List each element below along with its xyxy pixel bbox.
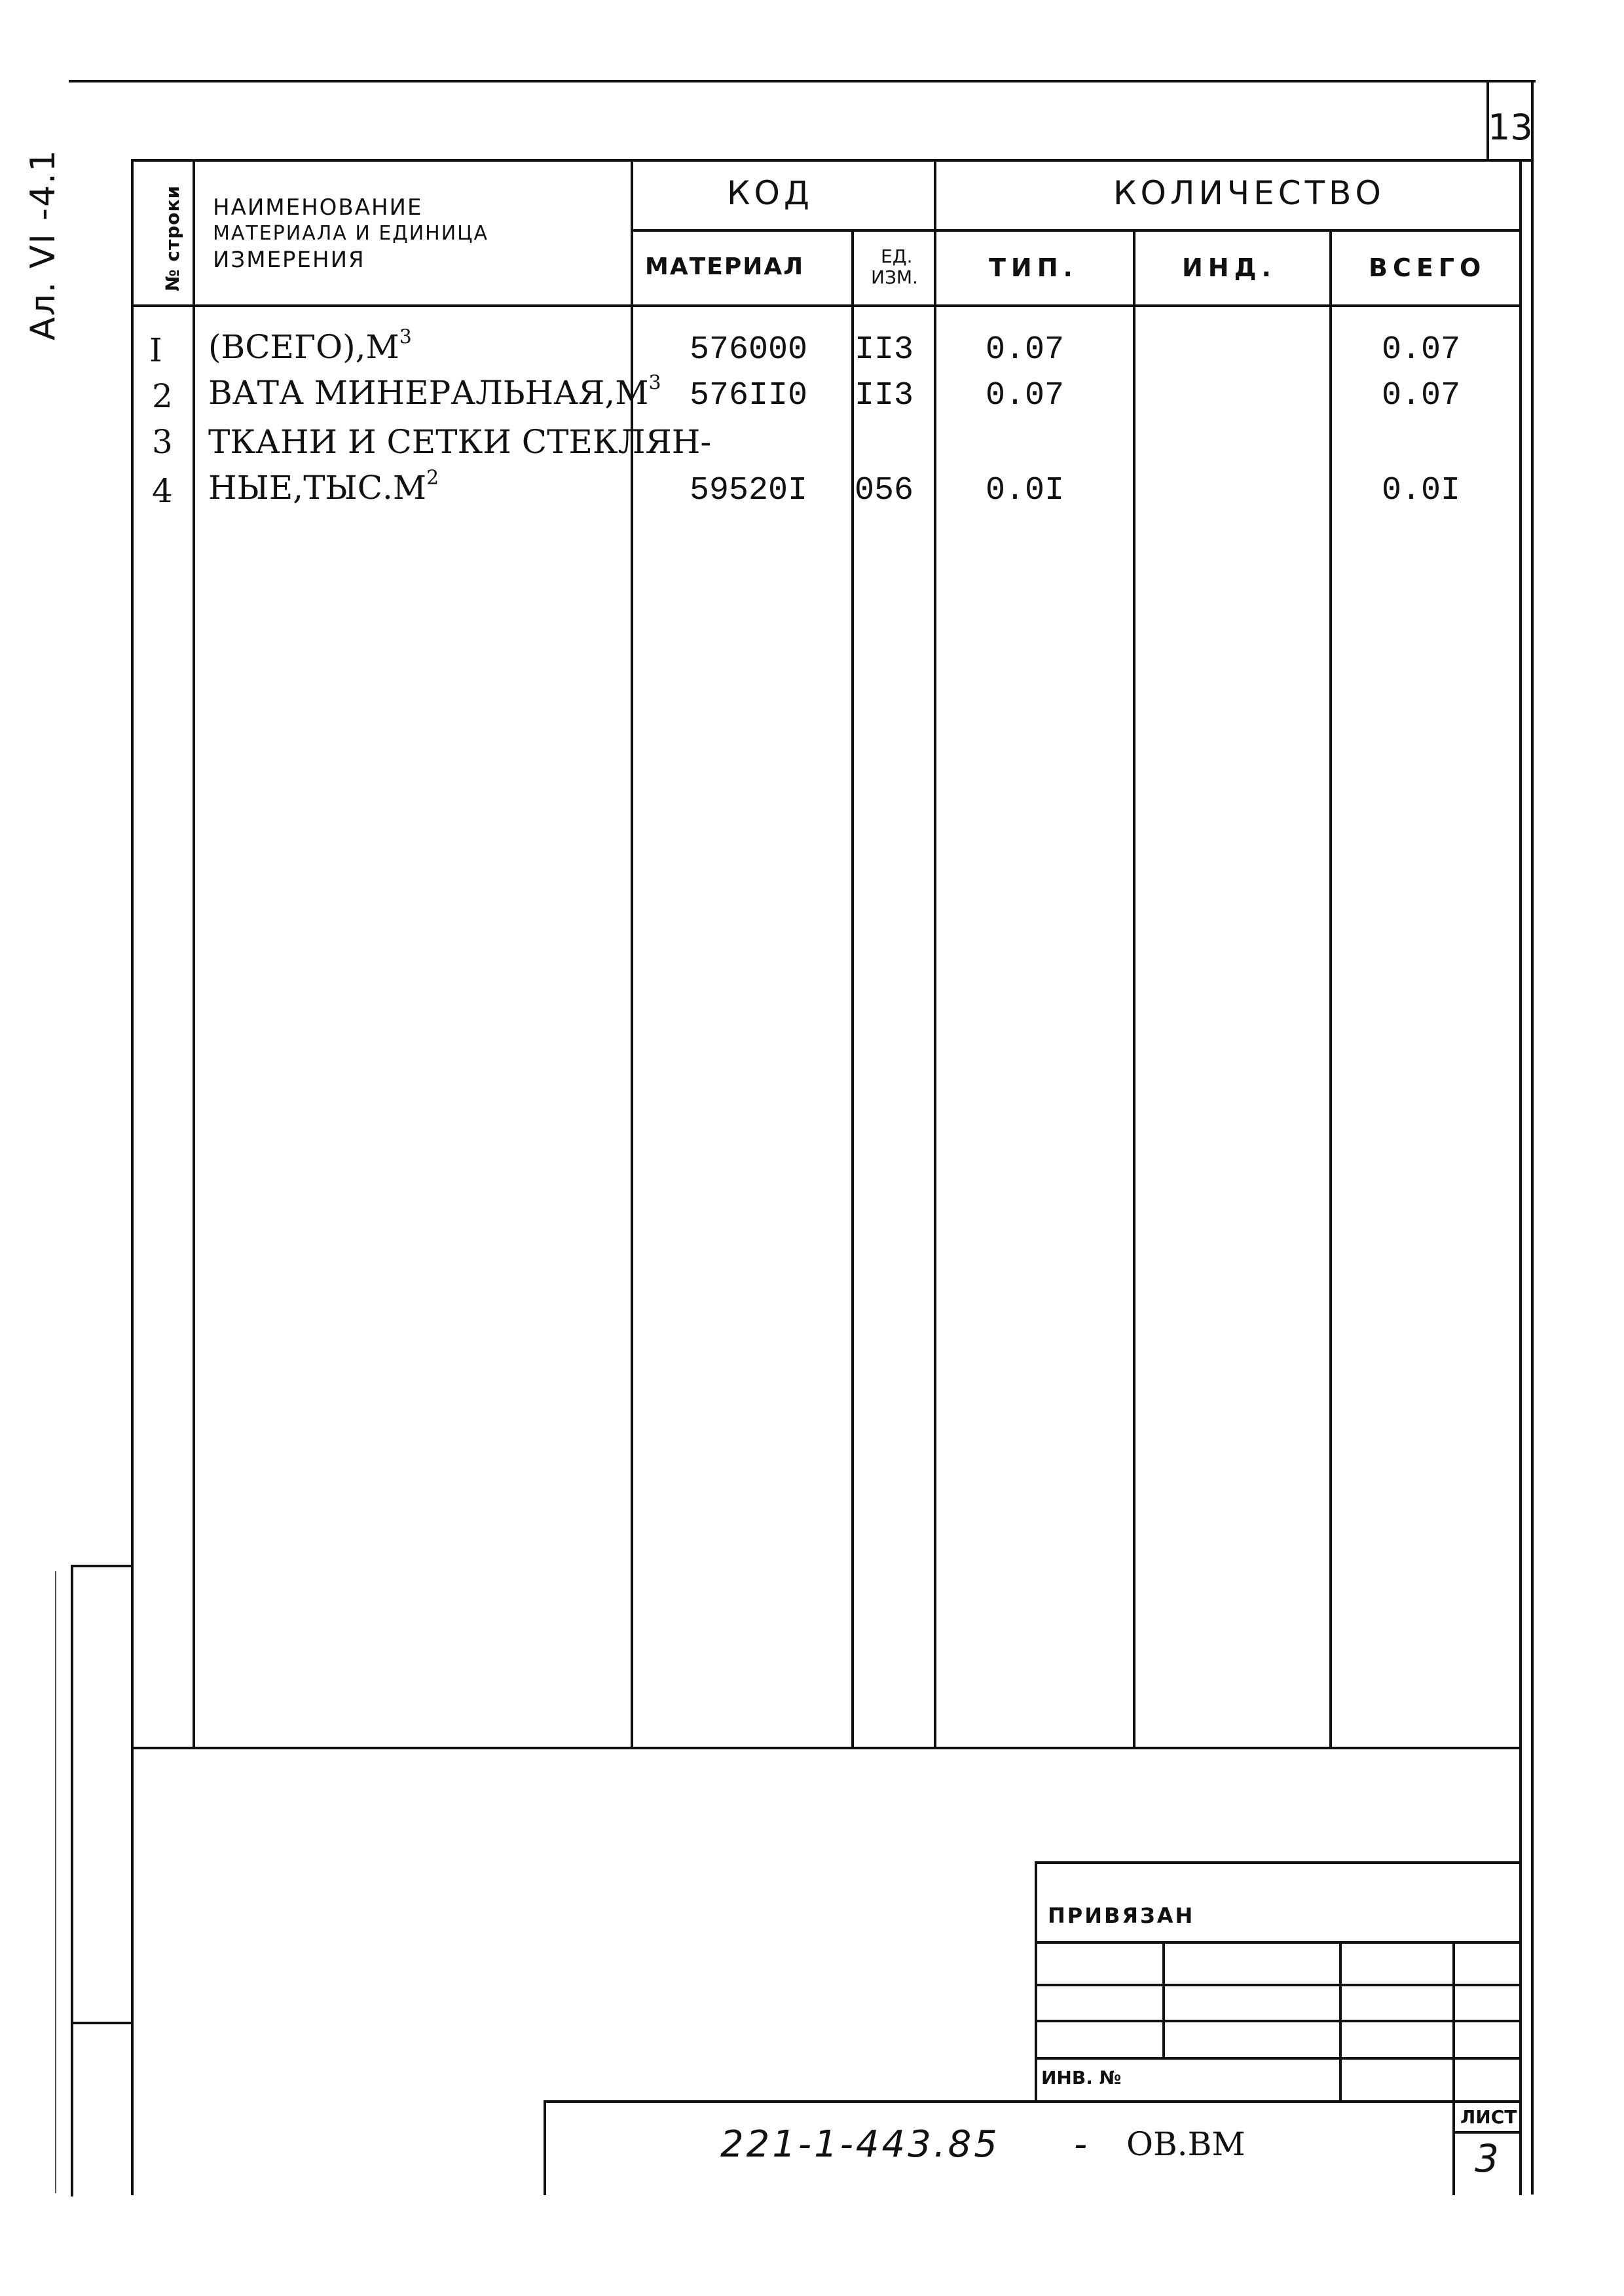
row-name-text: (ВСЕГО),М (208, 328, 399, 366)
side-label: Ал. VI -4.1 (24, 149, 63, 340)
bound-col-1 (1162, 1941, 1165, 2057)
sheet-box-mid (1452, 2131, 1522, 2134)
col-sep-typ (1133, 229, 1135, 1747)
row-name (208, 466, 439, 507)
row-total: 0.0I (1382, 472, 1461, 509)
row-material: 576000 (690, 331, 808, 369)
row-unit: II3 (855, 377, 914, 414)
row-total: 0.07 (1382, 377, 1461, 414)
header-total: ВСЕГО (1369, 253, 1486, 282)
row-name (208, 423, 712, 461)
row-unit: 056 (855, 472, 914, 509)
stamp-strip-line-2 (71, 2022, 133, 2024)
row-name-text: НЫЕ,ТЫС.М (208, 469, 427, 507)
inv-number-label: ИНВ. № (1041, 2067, 1122, 2088)
header-bottom (131, 304, 1522, 307)
header-unit-line-1: ЕД. (881, 246, 913, 267)
row-unit: II3 (855, 331, 914, 369)
row-material: 59520I (690, 472, 808, 509)
row-material: 576II0 (690, 377, 808, 414)
stamp-strip-line-1 (71, 1565, 133, 1567)
header-name (213, 196, 489, 271)
bound-box-left (1035, 1861, 1037, 2100)
row-number: 3 (152, 423, 173, 461)
header-unit-line-2: ИЗМ. (871, 266, 918, 288)
header-material: МАТЕРИАЛ (645, 253, 805, 280)
col-sep-unit (934, 159, 936, 1747)
right-border (1531, 80, 1534, 2195)
row-name (208, 325, 412, 366)
bound-line-4 (1035, 2057, 1522, 2060)
row-name-sup: 3 (648, 371, 661, 395)
header-ind: ИНД. (1182, 253, 1276, 282)
row-name-sup: 3 (399, 325, 412, 349)
table-bottom (131, 1747, 1522, 1749)
top-border (69, 80, 1536, 82)
col-sep-material (851, 229, 854, 1747)
row-name (208, 371, 661, 412)
row-name-sup: 2 (426, 466, 439, 490)
bound-box-top (1035, 1861, 1522, 1864)
sheet-number: 3 (1475, 2136, 1502, 2181)
row-total: 0.07 (1382, 331, 1461, 369)
bound-label: ПРИВЯЗАН (1048, 1903, 1195, 1928)
stamp-top (544, 2100, 1522, 2103)
stamp-strip-left (71, 1565, 73, 2196)
header-code: КОД (727, 174, 813, 212)
bound-col-2 (1339, 1941, 1342, 2102)
bound-col-3 (1452, 1941, 1455, 2102)
doc-suffix: ОВ.ВМ (1126, 2125, 1246, 2163)
bound-line-2 (1035, 1984, 1522, 1986)
header-row-number: № строки (162, 185, 183, 291)
inner-right-border (1519, 159, 1522, 2195)
sheet-box-left (1452, 2100, 1455, 2195)
header-name-line-2: МАТЕРИАЛА И ЕДИНИЦА (213, 222, 489, 245)
row-typ: 0.07 (986, 331, 1065, 369)
col-sep-ind (1329, 229, 1332, 1747)
header-name-line-3: ИЗМЕРЕНИЯ (213, 247, 365, 273)
col-sep-rowno (193, 159, 195, 1747)
bound-line-1 (1035, 1941, 1522, 1944)
header-typ: ТИП. (989, 253, 1078, 282)
row-number: I (149, 331, 162, 369)
row-number: 2 (152, 377, 173, 415)
table-left-border (131, 159, 134, 2195)
header-quantity: КОЛИЧЕСТВО (1113, 174, 1385, 212)
stamp-strip-tick (55, 1571, 56, 2193)
doc-code-dash: - (1074, 2123, 1090, 2166)
sheet-label: ЛИСТ (1460, 2106, 1517, 2128)
doc-code: 221-1-443.85 (720, 2123, 1000, 2166)
header-name-line-1: НАИМЕНОВАНИЕ (213, 194, 423, 221)
row-number: 4 (152, 472, 173, 510)
header-top (131, 159, 1522, 162)
header-mid (631, 229, 1522, 232)
bound-line-3 (1035, 2020, 1522, 2022)
row-typ: 0.0I (986, 472, 1065, 509)
page-number: 13 (1488, 107, 1533, 148)
row-name-text: ВАТА МИНЕРАЛЬНАЯ,М (208, 374, 649, 412)
stamp-left (544, 2100, 546, 2195)
row-typ: 0.07 (986, 377, 1065, 414)
row-name-text: ТКАНИ И СЕТКИ СТЕКЛЯН- (208, 423, 712, 461)
